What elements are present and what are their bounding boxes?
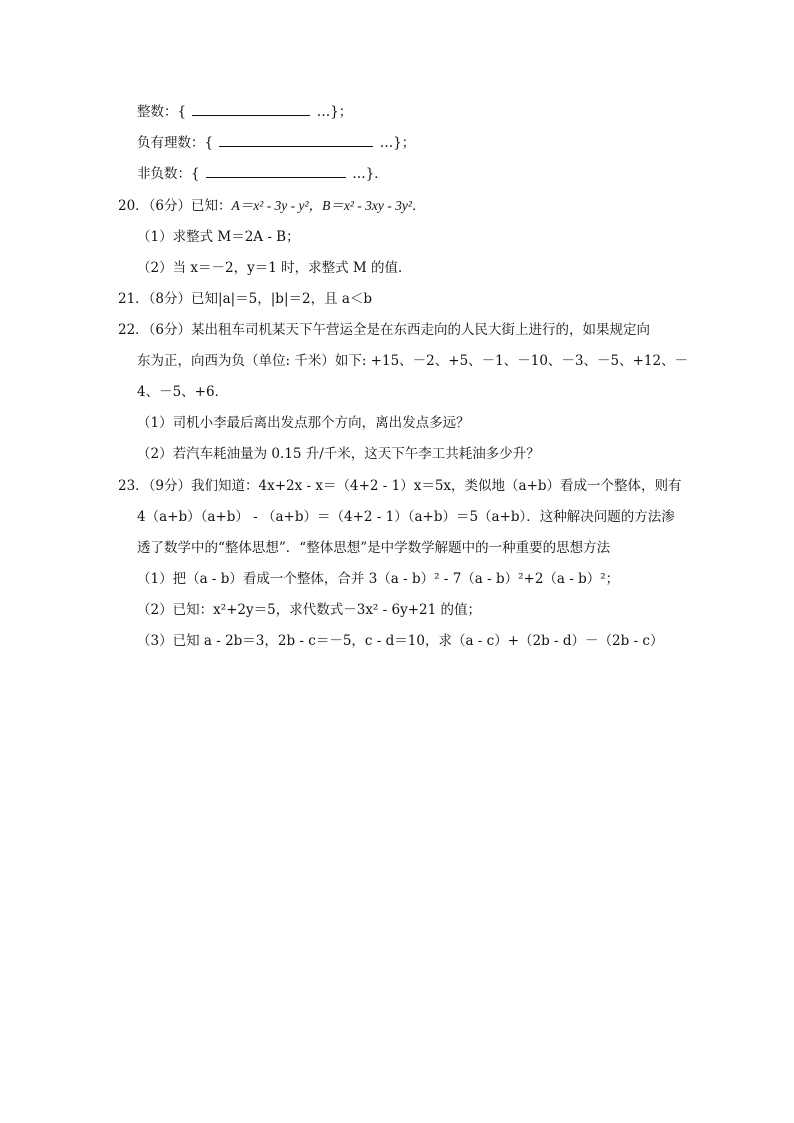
q22-stem-line3: 4、－5、+6． — [137, 384, 229, 400]
q23-part2: （2）已知：x²+2y＝5，求代数式－3x² - 6y+21 的值； — [137, 602, 481, 618]
set-non-negatives-line — [137, 165, 388, 183]
q20-part2: （2）当 x＝－2，y＝1 时，求整式 M 的值． — [137, 260, 412, 276]
q23-stem-line3: 透了数学中的“整体思想”．“整体思想”是中学数学解题中的一种重要的思想方法 — [137, 540, 611, 556]
q22-part1: （1）司机小李最后离出发点那个方向，离出发点多远？ — [137, 415, 470, 431]
q23-part1: （1）把（a - b）看成一个整体，合并 3（a - b）² - 7（a - b）²+2（a - b）²； — [137, 571, 620, 587]
q22-part2: （2）若汽车耗油量为 0.15 升/千米，这天下午李工共耗油多少升？ — [137, 446, 540, 462]
q20-part1: （1）求整式 M＝2A - B； — [137, 229, 300, 245]
set-non-negatives-label: 非负数：{ — [137, 166, 200, 182]
q23-stem-line2: 4（a+b）（a+b） - （a+b）＝（4+2 - 1）（a+b）＝5（a+b）．这种解决问题的方法渗 — [137, 509, 675, 525]
set-neg-rationals-label: 负有理数：{ — [137, 135, 214, 151]
q22-stem-line1: 22．（6分）某出租车司机某天下午营运全是在东西走向的人民大街上进行的，如果规定向 — [118, 322, 651, 338]
q20-stem-prefix: 20．（6分）已知： — [118, 198, 232, 214]
set-neg-rationals-line — [137, 134, 415, 152]
set-integers-line — [137, 103, 352, 121]
set-neg-rationals-blank[interactable] — [219, 134, 373, 147]
set-neg-rationals-end: …}； — [379, 135, 416, 151]
set-non-negatives-end: …}． — [352, 166, 388, 182]
q23-part3: （3）已知 a - 2b＝3，2b - c＝－5，c - d＝10，求（a - c）+（2b - d）－（2b - c） — [137, 633, 664, 649]
q23-stem-line1: 23．（9分）我们知道：4x+2x - x＝（4+2 - 1）x＝5x，类似地（a+b）看成一个整体，则有 — [118, 478, 682, 494]
set-integers-end: …}； — [316, 104, 353, 120]
q20-stem-math: A＝x² - 3y - y²，B＝x² - 3xy - 3y²． — [231, 198, 426, 213]
set-integers-blank[interactable] — [192, 103, 310, 116]
q21-stem: 21．（8分）已知|a|＝5，|b|＝2，且 a＜b — [118, 291, 373, 307]
set-non-negatives-blank[interactable] — [206, 165, 346, 178]
q22-stem-line2: 东为正，向西为负（单位: 千米）如下: +15、－2、+5、－1、－10、－3、－5、+12、－ — [137, 353, 689, 369]
set-integers-label: 整数：{ — [137, 104, 187, 120]
q20-stem — [118, 197, 425, 215]
